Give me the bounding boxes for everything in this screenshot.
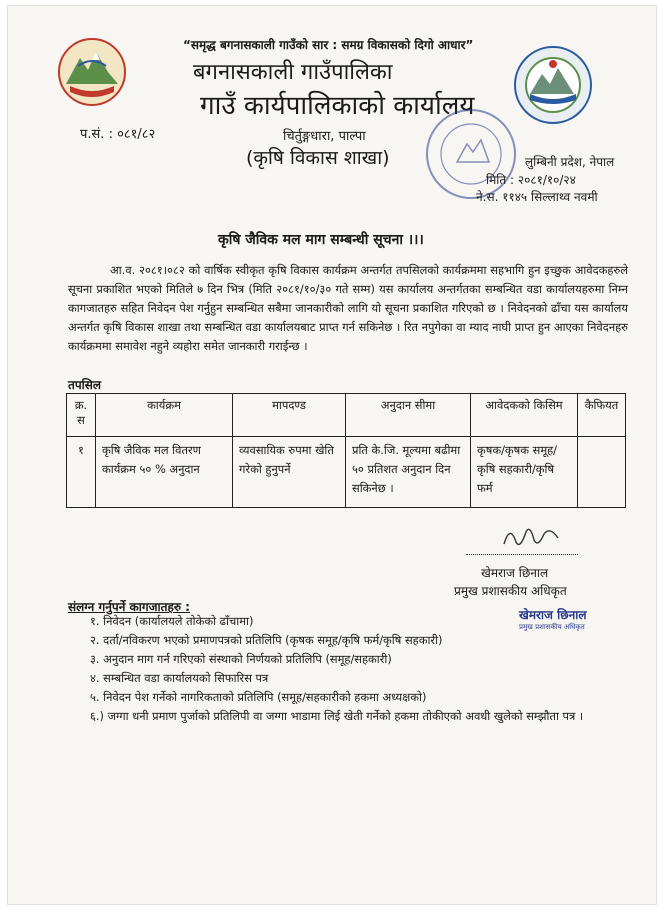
signature-line (466, 554, 578, 555)
list-item: ४. सम्बन्धित वडा कार्यालयको सिफारिस पत्र (90, 671, 269, 685)
list-item: ३. अनुदान माग गर्न गरिएको संस्थाको निर्णयको प्रतिलिपि (समूह/सहकारी) (90, 652, 392, 666)
header-remarks: कैफियत (578, 394, 626, 437)
motto: “समृद्ध बगनासकाली गाउँको सार : समग्र विकासको दिगो आधार” (183, 38, 474, 52)
notice-body (68, 261, 628, 356)
post-stamp: प्रमुख प्रशासकीय अधिकृत (519, 623, 585, 631)
nepal-samvat-date: ने.स. ११४५ सिल्लाथ्व नवमी (476, 190, 598, 204)
header-program: कार्यक्रम (96, 394, 233, 437)
header-subsidy-limit: अनुदान सीमा (346, 394, 471, 437)
list-item: २. दर्ता/नविकरण भएको प्रमाणपत्रको प्रतिलिपि (कृषक समूह/कृषि फर्म/कृषि सहकारी) (90, 633, 443, 647)
office-address: चिर्तुङ्गधारा, पाल्पा (283, 129, 366, 144)
details-table (66, 393, 626, 508)
municipality-logo-icon (512, 44, 594, 126)
province-label: लुम्बिनी प्रदेश, नेपाल (525, 155, 615, 169)
attachments-list (90, 612, 610, 726)
list-item: ५. निवेदन पेश गर्नेको नागरिकताको प्रतिलिपि (समूह/सहकारीको हकमा अध्यक्षको) (90, 690, 427, 704)
table-caption: तपसिल (68, 378, 102, 392)
cell-program: कृषि जैविक मल वितरण कार्यक्रम ५० % अनुदान (96, 437, 233, 508)
signatory-name: खेमराज छिनाल (481, 566, 549, 580)
signatory-post: प्रमुख प्रशासकीय अधिकृत (454, 584, 567, 598)
nepal-emblem-icon (56, 36, 128, 108)
header-applicant-type: आवेदकको किसिम (471, 394, 578, 437)
cell-criteria: व्यवसायिक रुपमा खेति गरेको हुनुपर्ने (233, 437, 346, 508)
cell-serial: १ (67, 437, 96, 508)
municipality-name: बगनासकाली गाउँपालिका (193, 60, 393, 85)
name-stamp: खेमराज छिनाल (519, 608, 587, 622)
attachments-title: संलग्न गर्नुपर्ने कागजातहरु : (68, 600, 190, 614)
office-title: गाउँ कार्यपालिकाको कार्यालय (200, 91, 475, 121)
section-name: (कृषि विकास शाखा) (246, 147, 390, 169)
table-header-row (67, 394, 626, 437)
cell-subsidy-limit: प्रति के.जि. मूल्यमा बढीमा ५० प्रतिशत अनुदान दिन सकिनेछ । (346, 437, 471, 508)
notice-paragraph: आ.व. २०८१।०८२ को वार्षिक स्वीकृत कृषि विकास कार्यक्रम अन्तर्गत तपसिलको कार्यक्रममा सहभागि हुन इच्छुक आवेदकहरुले सूचना प्रकाशित भएको मितिले ७ दिन भित्र (मिति २०८१/१०/३० गते सम्म) यस कार्यालय अन्तर्गतका सम्बन्धित वडा कार्यालयहरुमा निम्न कागजातहरु सहित निवेदन पेश गर्नुहुन सम्बन्धित सबैमा जानकारीको लागि यो सूचना प्रकाशित गरिएको छ । निवेदनको ढाँचा यस कार्यालय अन्तर्गत कृषि विकास शाखा तथा सम्बन्धित वडा कार्यालयबाट प्राप्त गर्न सकिनेछ । रित नपुगेका वा म्याद नाघी प्राप्त हुन आएका निवेदनहरु कार्यक्रममा समावेश नहुने व्यहोरा समेत जानकारी गराईन्छ । (68, 263, 628, 353)
table-row (67, 437, 626, 508)
document-page (8, 6, 656, 904)
header-criteria: मापदण्ड (233, 394, 346, 437)
notice-title: कृषि जैविक मल माग सम्बन्धी सूचना ।।। (218, 232, 424, 248)
list-item: ६.) जग्गा धनी प्रमाण पुर्जाको प्रतिलिपी वा जग्गा भाडामा लिई खेती गर्नेको हकमा तोकीएको अवधी खुलेको सम्झौता पत्र । (90, 709, 584, 723)
signature-icon (500, 520, 564, 554)
cell-applicant-type: कृषक/कृषक समूह/कृषि सहकारी/कृषि फर्म (471, 437, 578, 508)
issue-date: मिति : २०८१/१०/२४ (486, 173, 576, 187)
reference-number: प.सं. : ०८१/८२ (80, 127, 156, 142)
header-serial: क्र. स (67, 394, 96, 437)
cell-remarks (578, 437, 626, 508)
list-item: १. निवेदन (कार्यालयले तोकेको ढाँचामा) (90, 614, 254, 628)
